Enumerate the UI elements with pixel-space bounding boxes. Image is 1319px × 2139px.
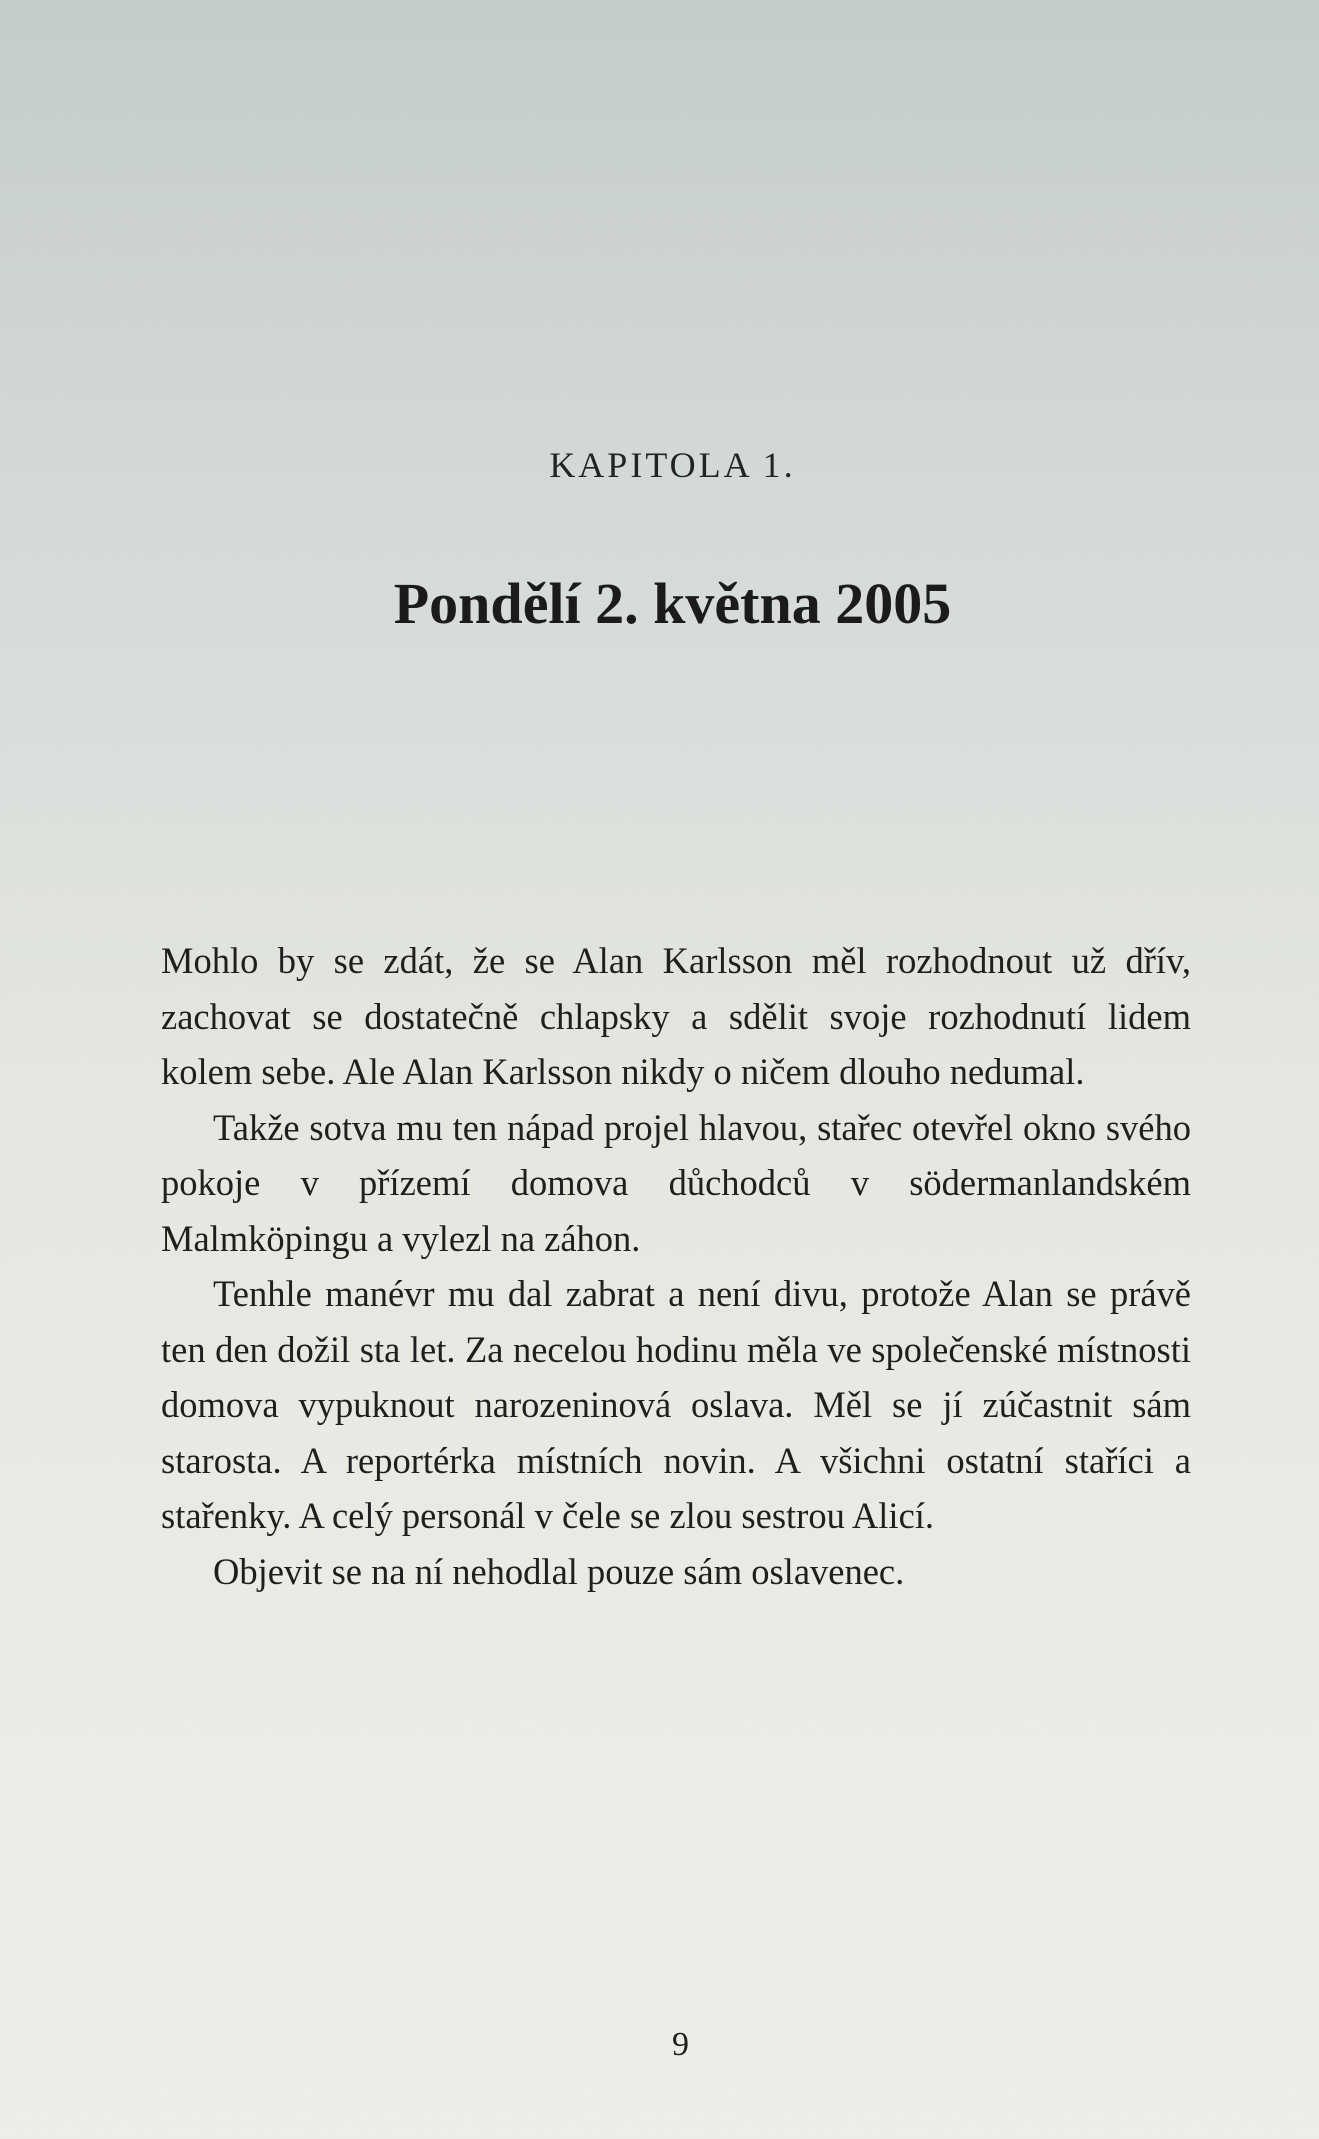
chapter-title: Pondělí 2. května 2005: [393, 571, 952, 636]
paragraph: Tenhle manévr mu dal zabrat a není divu, protože Alan se právě ten den dožil sta let. Za necelou hodinu měla ve společenské místnosti domova vypuknout narozeninová oslava. Měl se jí zúčastnit sám starosta. A reportérka místních novin. A všichni ostatní staříci a stařenky. A celý personál v čele se zlou sestrou Alicí.: [161, 1273, 1191, 1536]
chapter-label: KAPITOLA 1.: [549, 445, 796, 485]
paragraph: Objevit se na ní nehodlal pouze sám oslavenec.: [213, 1550, 905, 1592]
page-number: 9: [672, 2026, 689, 2063]
chapter-body: [161, 933, 1191, 1599]
paragraph: Takže sotva mu ten nápad projel hlavou, stařec otevřel okno svého pokoje v přízemí domova důchodců v södermanlandském Malmköpingu a vylezl na záhon.: [161, 1106, 1191, 1259]
paragraph: Mohlo by se zdát, že se Alan Karlsson měl rozhodnout už dřív, zachovat se dostatečně chlapsky a sdělit svoje rozhodnutí lidem kolem sebe. Ale Alan Karlsson nikdy o ničem dlouho nedumal.: [161, 940, 1191, 1092]
